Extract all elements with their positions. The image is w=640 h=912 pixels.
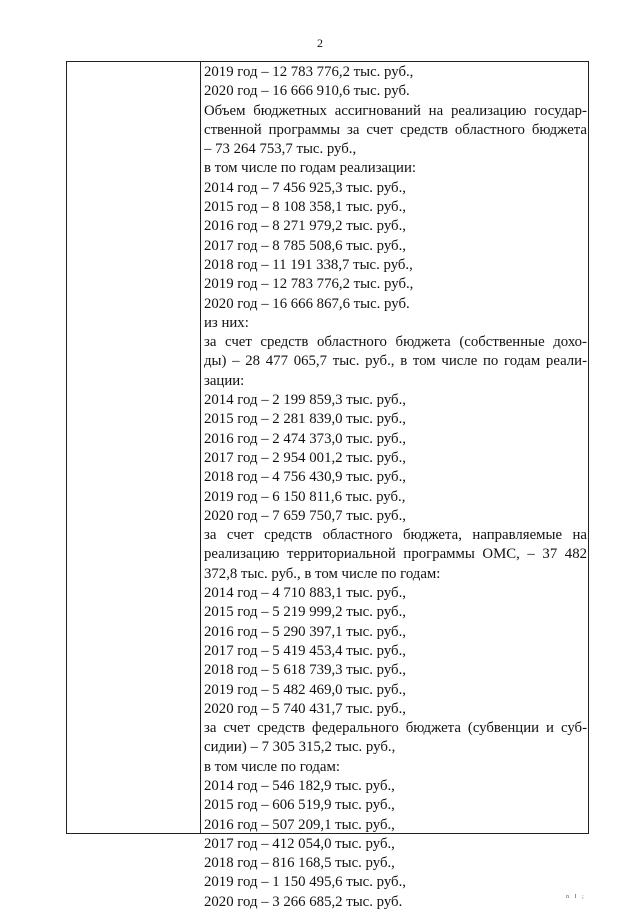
- funding-text-line: реализацию территориальной программы ОМС, – 37 482: [204, 546, 587, 563]
- funding-text-line: 2018 год – 4 756 430,9 тыс. руб.,: [204, 469, 406, 486]
- funding-text-line: 2019 год – 1 150 495,6 тыс. руб.,: [204, 874, 406, 891]
- funding-text-line: за счет средств областного бюджета (собственные дохо-: [204, 334, 587, 351]
- funding-text-line: сидии) – 7 305 315,2 тыс. руб.,: [204, 739, 396, 756]
- funding-text-line: 372,8 тыс. руб., в том числе по годам:: [204, 565, 441, 582]
- column-divider: [200, 62, 201, 833]
- funding-text-line: 2020 год – 3 266 685,2 тыс. руб.: [204, 893, 403, 910]
- funding-text-line: зации:: [204, 372, 245, 389]
- funding-text-line: 2017 год – 8 785 508,6 тыс. руб.,: [204, 237, 406, 254]
- funding-text-line: 2020 год – 7 659 750,7 тыс. руб.,: [204, 507, 406, 524]
- funding-text-line: ственной программы за счет средств областного бюджета: [204, 121, 587, 138]
- funding-details-cell: [204, 63, 587, 912]
- funding-text-line: 2020 год – 16 666 867,6 тыс. руб.: [204, 295, 410, 312]
- funding-text-line: ды) – 28 477 065,7 тыс. руб., в том числе по годам реали-: [204, 353, 587, 370]
- funding-text-line: 2016 год – 5 290 397,1 тыс. руб.,: [204, 623, 406, 640]
- funding-text-line: 2017 год – 2 954 001,2 тыс. руб.,: [204, 449, 406, 466]
- funding-text-line: – 73 264 753,7 тыс. руб.,: [204, 141, 357, 158]
- funding-text-line: 2014 год – 2 199 859,3 тыс. руб.,: [204, 392, 406, 409]
- funding-text-line: 2016 год – 507 209,1 тыс. руб.,: [204, 816, 395, 833]
- funding-text-line: 2016 год – 2 474 373,0 тыс. руб.,: [204, 430, 406, 447]
- scan-corner-marks: n I ;: [566, 894, 586, 900]
- funding-text-line: 2015 год – 8 108 358,1 тыс. руб.,: [204, 199, 406, 216]
- funding-text-line: 2019 год – 5 482 469,0 тыс. руб.,: [204, 681, 406, 698]
- funding-text-line: за счет средств областного бюджета, направляемые на: [204, 527, 587, 544]
- funding-text-line: из них:: [204, 314, 249, 331]
- funding-text-line: 2019 год – 12 783 776,2 тыс. руб.,: [204, 64, 414, 80]
- funding-text-line: 2015 год – 2 281 839,0 тыс. руб.,: [204, 411, 406, 428]
- funding-text-line: 2019 год – 6 150 811,6 тыс. руб.,: [204, 488, 406, 505]
- funding-text-line: 2018 год – 816 168,5 тыс. руб.,: [204, 855, 395, 872]
- funding-text-line: 2020 год – 16 666 910,6 тыс. руб.: [204, 83, 410, 100]
- funding-text-line: 2014 год – 4 710 883,1 тыс. руб.,: [204, 585, 406, 602]
- funding-text-line: 2016 год – 8 271 979,2 тыс. руб.,: [204, 218, 406, 235]
- funding-text-line: 2015 год – 5 219 999,2 тыс. руб.,: [204, 604, 406, 621]
- funding-text-line: в том числе по годам:: [204, 758, 340, 775]
- funding-text-line: в том числе по годам реализации:: [204, 160, 416, 177]
- table-left-cell: [67, 62, 200, 833]
- funding-text-line: Объем бюджетных ассигнований на реализацию государ-: [204, 102, 587, 119]
- funding-text-line: 2017 год – 5 419 453,4 тыс. руб.,: [204, 642, 406, 659]
- funding-text-line: за счет средств федерального бюджета (субвенции и суб-: [204, 720, 587, 737]
- page-number: 2: [317, 36, 323, 50]
- funding-text-line: 2018 год – 11 191 338,7 тыс. руб.,: [204, 256, 413, 273]
- funding-text-line: 2019 год – 12 783 776,2 тыс. руб.,: [204, 276, 414, 293]
- funding-text-line: 2017 год – 412 054,0 тыс. руб.,: [204, 835, 395, 852]
- funding-text-line: 2014 год – 546 182,9 тыс. руб.,: [204, 777, 395, 794]
- funding-text-line: 2020 год – 5 740 431,7 тыс. руб.,: [204, 700, 406, 717]
- funding-text-line: 2014 год – 7 456 925,3 тыс. руб.,: [204, 179, 406, 196]
- funding-text-line: 2015 год – 606 519,9 тыс. руб.,: [204, 797, 395, 814]
- funding-text-line: 2018 год – 5 618 739,3 тыс. руб.,: [204, 662, 406, 679]
